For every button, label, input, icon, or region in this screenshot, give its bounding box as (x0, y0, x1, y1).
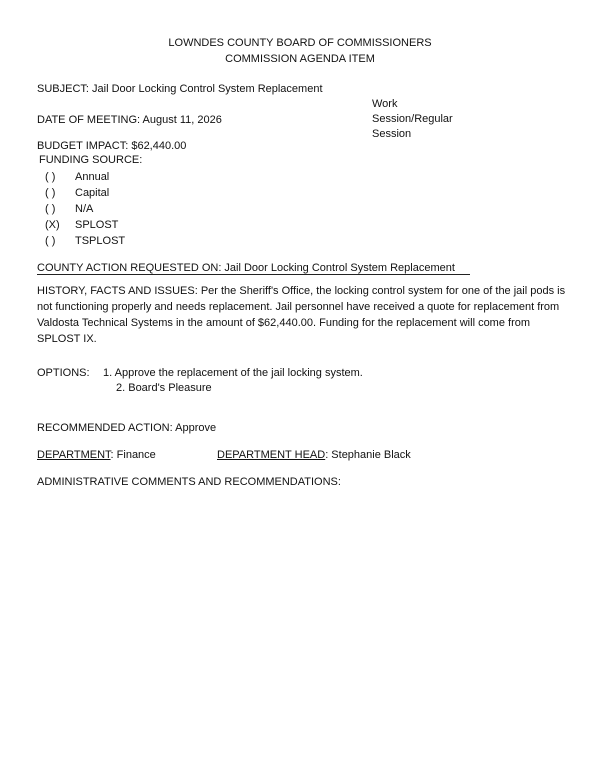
department (37, 449, 156, 461)
meeting-date: DATE OF MEETING: August 11, 2026 (37, 114, 222, 126)
department-head (217, 449, 411, 461)
administrative-comments: ADMINISTRATIVE COMMENTS AND RECOMMENDATIONS: (37, 476, 341, 488)
funding-option-label: Capital (75, 187, 110, 199)
session-type-line-2: Session/Regular (372, 113, 453, 125)
funding-option-mark: (X) (45, 219, 60, 231)
funding-option-na (45, 203, 93, 215)
department-label: DEPARTMENT (37, 449, 111, 461)
funding-option-tsplost (45, 235, 125, 247)
session-type-line-3: Session (372, 128, 412, 140)
funding-option-label: TSPLOST (75, 235, 126, 247)
funding-option-mark: ( ) (45, 171, 56, 183)
subject-line: SUBJECT: Jail Door Locking Control System Replacement (37, 83, 323, 95)
options-label: OPTIONS: (37, 367, 90, 379)
funding-option-mark: ( ) (45, 235, 56, 247)
funding-source-label: FUNDING SOURCE: (39, 154, 143, 166)
header-subtitle: COMMISSION AGENDA ITEM (225, 53, 375, 65)
funding-option-label: N/A (75, 203, 94, 215)
header-title: LOWNDES COUNTY BOARD OF COMMISSIONERS (168, 37, 432, 49)
recommended-action: RECOMMENDED ACTION: Approve (37, 422, 217, 434)
budget-impact: BUDGET IMPACT: $62,440.00 (37, 140, 187, 152)
funding-option-annual (45, 171, 109, 183)
department-value: : Finance (110, 449, 156, 461)
funding-option-label: SPLOST (75, 219, 119, 231)
county-action-underline (37, 274, 470, 275)
funding-option-label: Annual (75, 171, 110, 183)
department-head-value: : Stephanie Black (325, 449, 411, 461)
funding-option-splost (45, 219, 118, 231)
funding-option-mark: ( ) (45, 203, 56, 215)
funding-option-mark: ( ) (45, 187, 56, 199)
funding-option-capital (45, 187, 109, 199)
session-type-line-1: Work (372, 98, 398, 110)
department-head-label: DEPARTMENT HEAD (217, 449, 326, 461)
option-item-1: 1. Approve the replacement of the jail locking system. (103, 367, 363, 379)
history-facts-issues: HISTORY, FACTS AND ISSUES: Per the Sheriff's Office, the locking control system for one of the jail pods is not functioning properly and needs replacement. Jail personnel have received a quote for replacement from Valdosta Technical Systems in the amount of $62,440.00. Funding for the replacement will come from SPLOST IX. (37, 285, 566, 345)
option-item-2: 2. Board's Pleasure (116, 382, 212, 394)
county-action-requested: COUNTY ACTION REQUESTED ON: Jail Door Locking Control System Replacement (37, 262, 455, 274)
